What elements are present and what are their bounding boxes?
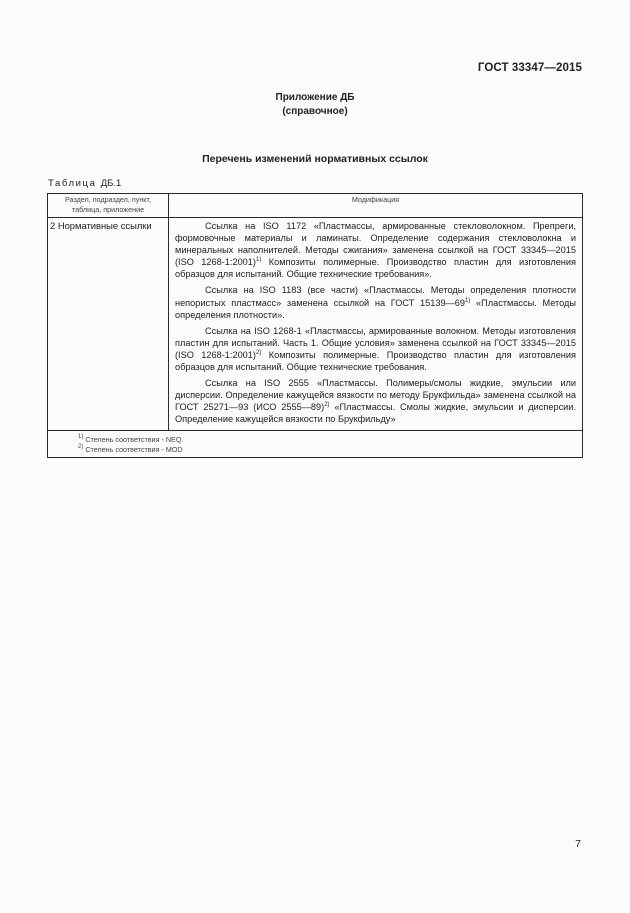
footnote-ref: 2) (324, 402, 330, 409)
annex-heading (0, 91, 630, 119)
annex-subtitle: (справочное) (282, 106, 348, 117)
footnote: $^{1)}$ Степень соответствия - NEQ. (78, 433, 184, 444)
table-header-row (48, 194, 583, 218)
footnote-ref: 1) (464, 297, 471, 304)
section-cell: 2 Нормативные ссылки (48, 218, 169, 431)
modification-paragraph: Ссылка на ISO 1183 (все части) «Пластмассы. Методы определения плотности непористых пластмасс» заменена ссылкой на ГОСТ 15139—69$^{1)}$ «Пластмассы. Методы определения плотности». (175, 285, 576, 320)
table-caption-word: Таблица (48, 178, 97, 189)
footnotes-row (48, 430, 583, 457)
footnote: $^{2)}$ Степень соответствия - MOD (78, 443, 183, 454)
footnotes-cell (48, 430, 583, 457)
footnote-ref: 2) (255, 349, 262, 356)
column-header-modification: Модификация (169, 194, 583, 218)
document-code-header: ГОСТ 33347—2015 (477, 62, 582, 74)
modification-paragraph: Ссылка на ISO 2555 «Пластмассы. Полимеры/смолы жидкие, эмульсии или дисперсии. Определение кажущейся вязкости по методу Брукфильда» заменена ссылкой на ГОСТ 25271—93 (ИСО 2555—89)$^{2)}$ «Пластмассы. Смолы жидкие, эмульсии и дисперсии. Определение кажущейся вязкости по Брукфильду» (175, 378, 576, 425)
modification-paragraph: Ссылка на ISO 1172 «Пластмассы, армированные стекловолокном. Препреги, формовочные материалы и ламинаты. Определение содержания стекловолокна и минеральных наполнителей. Методы сжигания» заменена ссылкой на ГОСТ 33345—2015 (ISO 1268-1:2001)$^{1)}$ Композиты полимерные. Производство пластин для изготовления образцов для испытаний. Общие технические требования». (175, 221, 576, 280)
footnote-ref: 1) (255, 257, 262, 264)
modification-paragraph: Ссылка на ISO 1268-1 «Пластмассы, армированные волокном. Методы изготовления пластин для испытаний. Часть 1. Общие условия» заменена ссылкой на ГОСТ 33345—2015 (ISO 1268-1:2001)$^{2)}$ Композиты полимерные. Производство пластин для изготовления образцов для испытаний. Общие технические требования. (175, 325, 576, 373)
page-number: 7 (575, 838, 581, 850)
annex-title: Приложение ДБ (275, 92, 355, 103)
list-title: Перечень изменений нормативных ссылок (202, 153, 428, 165)
table-caption (48, 178, 121, 189)
modification-cell (169, 218, 583, 431)
table-caption-number: ДБ.1 (100, 178, 122, 189)
column-header-section: Раздел, подраздел, пункт, таблица, приложение (48, 194, 169, 218)
table-row (48, 218, 583, 431)
changes-table (47, 193, 583, 458)
